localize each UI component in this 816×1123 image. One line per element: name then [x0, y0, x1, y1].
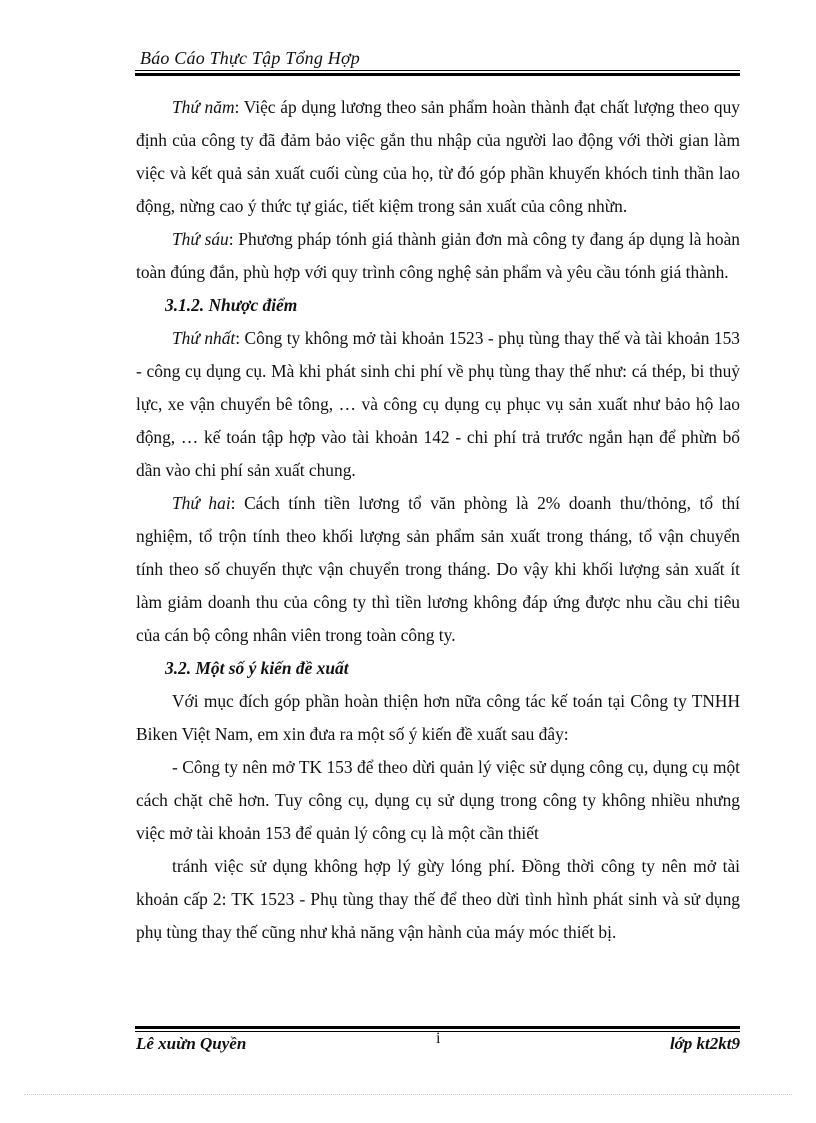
section-heading-de-xuat: 3.2. Một số ý kiến đề xuất	[165, 658, 349, 678]
page-edge-divider	[24, 1094, 792, 1095]
section-heading-nhuoc-diem: 3.1.2. Nhược điểm	[165, 295, 298, 315]
paragraph-text: : Việc áp dụng lương theo sản phẩm hoàn thành đạt chất lượng theo quy định của công ty đã đảm bảo việc gắn thu nhập của người lao động với thời gian làm việc và kết quả sản xuất cuối cùng của họ, từ đó góp phần khuyến khóch tinh thần lao động, nừng cao ý thức tự giác, tiết kiệm trong sản xuất của công nhừn.	[136, 97, 740, 216]
footer-page-number: i	[436, 1030, 441, 1047]
document-body	[136, 91, 740, 949]
footer-class: lớp kt2kt9	[669, 1034, 740, 1053]
paragraph-lead: Thứ nhất	[172, 328, 236, 348]
paragraph-text: : Công ty không mở tài khoản 1523 - phụ tùng thay thế và tài khoản 153 - công cụ dụng cụ. Mà khi phát sinh chi phí về phụ tùng thay thế như: cá thép, bi thuỷ lực, xe vận chuyển bê tông, … và công cụ dụng cụ phục vụ sản xuất như bảo hộ lao động, … kế toán tập hợp vào tài khoản 142 - chi phí trả trước ngắn hạn để phừn bổ dần vào chi phí sản xuất chung.	[136, 328, 740, 480]
paragraph-proposal-cont: tránh việc sử dụng không hợp lý gừy lóng phí. Đồng thời công ty nên mở tài khoản cấp 2: TK 1523 - Phụ tùng thay thế để theo dừi tình hình phát sinh và sử dụng phụ tùng thay thế cũng như khả năng vận hành của máy móc thiết bị.	[136, 856, 740, 942]
paragraph-thu-nam	[136, 91, 740, 223]
footer-author: Lê xuừn Quyền	[136, 1034, 247, 1053]
paragraph-proposal: - Công ty nên mở TK 153 để theo dừi quản lý việc sử dụng công cụ, dụng cụ một cách chặt chẽ hơn. Tuy công cụ, dụng cụ sử dụng trong công ty không nhiều nhưng việc mở tài khoản 153 để quản lý công cụ là một cần thiết	[136, 757, 740, 843]
paragraph-intro: Với mục đích góp phần hoàn thiện hơn nữa công tác kế toán tại Công ty TNHH Biken Việt Nam, em xin đưa ra một số ý kiến đề xuất sau đây:	[136, 691, 740, 744]
header-rule-thick	[135, 73, 740, 76]
paragraph-thu-nhat	[136, 322, 740, 487]
paragraph-lead: Thứ sáu	[172, 229, 229, 249]
footer-rule-thick	[135, 1026, 740, 1029]
document-header-title: Báo Cáo Thực Tập Tổng Hợp	[140, 48, 360, 68]
header-rule-thin	[135, 70, 740, 71]
paragraph-thu-sau	[136, 223, 740, 289]
paragraph-text: : Cách tính tiền lương tổ văn phòng là 2% doanh thu/thỏng, tổ thí nghiệm, tổ trộn tính theo khối lượng sản phẩm sản xuất trong tháng, tổ vận chuyển tính theo số chuyến thực vận chuyển trong tháng. Do vậy khi khối lượng sản xuất ít làm giảm doanh thu của công ty thì tiền lương không đáp ứng được nhu cầu chi tiêu của cán bộ công nhân viên trong toàn công ty.	[136, 493, 740, 645]
paragraph-text: : Phương pháp tónh giá thành giản đơn mà công ty đang áp dụng là hoàn toàn đúng đắn, phù hợp với quy trình công nghệ sản phẩm và yêu cầu tónh giá thành.	[136, 229, 740, 282]
paragraph-lead: Thứ hai	[172, 493, 231, 513]
paragraph-thu-hai	[136, 487, 740, 652]
paragraph-lead: Thứ năm	[172, 97, 235, 117]
